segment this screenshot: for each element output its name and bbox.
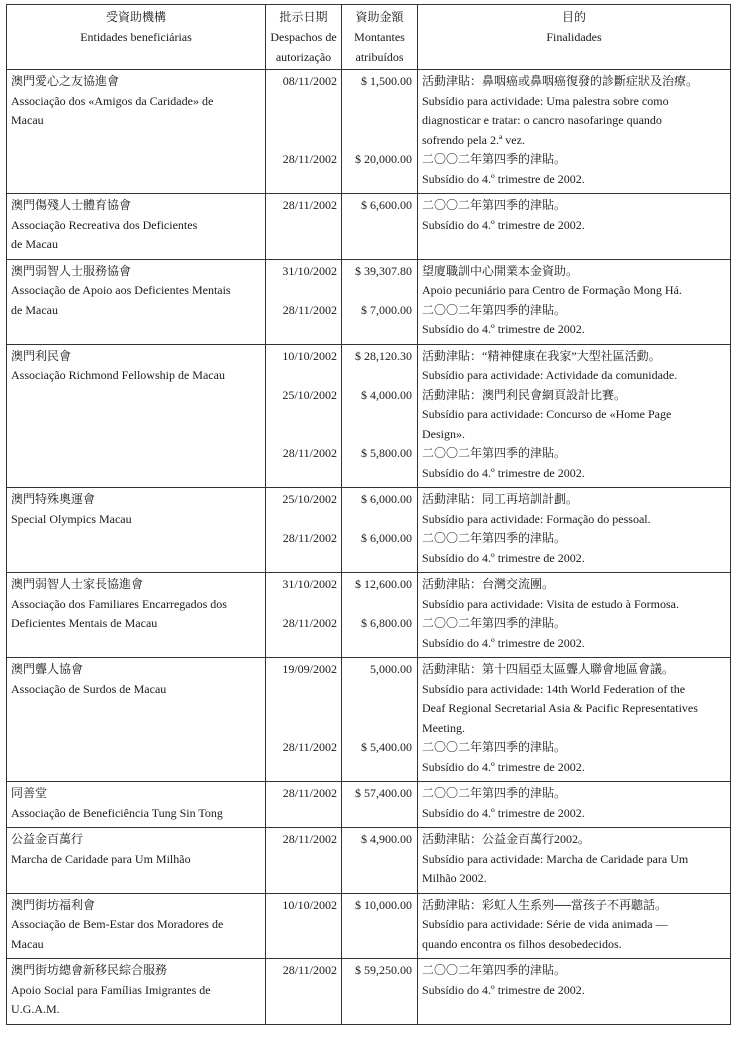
table-row (7, 344, 731, 488)
purpose-line: Subsídio do 4.º trimestre de 2002. (422, 759, 585, 774)
entity-line: U.G.A.M. (11, 1002, 60, 1016)
date-line: 31/10/2002 (282, 263, 337, 278)
purpose-line: Subsídio para actividade: Marcha de Caridade para Um (422, 851, 689, 866)
entity-cell (7, 828, 266, 894)
table-header-row (7, 5, 731, 70)
purpose-line: Subsídio para actividade: 14th World Federation of the (422, 681, 686, 696)
date-line: 28/11/2002 (282, 616, 337, 630)
date-cell (266, 959, 342, 1025)
purpose-line: Meeting. (422, 720, 465, 735)
amount-line: $ 4,900.00 (361, 832, 412, 846)
entity-line: 澳門傷殘人士體育協會 (11, 198, 132, 212)
purpose-line: diagnosticar e tratar: o cancro nasofaringe quando (422, 113, 662, 127)
header-purpose (418, 5, 731, 70)
amount-cell (342, 573, 418, 658)
table-row (7, 70, 731, 194)
purpose-line: Subsídio para actividade: Formação do pessoal. (422, 511, 651, 526)
header-purpose-pt: Finalidades (546, 30, 602, 44)
purpose-line: 二〇〇二年第四季的津貼。 (422, 152, 567, 166)
header-entity (7, 5, 266, 70)
header-entity-pt: Entidades beneficiárias (80, 30, 192, 44)
date-line: 28/11/2002 (282, 302, 337, 317)
table-row (7, 259, 731, 344)
purpose-line: Subsídio do 4.º trimestre de 2002. (422, 550, 585, 565)
purpose-line: 活動津貼：澳門利民會網頁設計比賽。 (422, 387, 627, 402)
entity-line: Special Olympics Macau (11, 511, 132, 526)
purpose-line: 二〇〇二年第四季的津貼。 (422, 786, 567, 800)
header-date-zh: 批示日期 (279, 10, 328, 24)
purpose-cell (418, 194, 731, 260)
date-cell (266, 573, 342, 658)
date-line: 28/11/2002 (282, 531, 337, 545)
header-entity-zh: 受資助機構 (105, 10, 166, 24)
date-cell (266, 782, 342, 828)
amount-line: $ 5,800.00 (361, 446, 412, 460)
entity-line: 澳門街坊總會新移民綜合服務 (11, 963, 168, 977)
purpose-line: 活動津貼：“精神健康在我家”大型社區活動。 (422, 348, 661, 363)
header-amount (342, 5, 418, 70)
entity-cell (7, 70, 266, 194)
header-date-pt1: Despachos de (270, 30, 337, 44)
amount-cell (342, 259, 418, 344)
amount-line: $ 59,250.00 (355, 963, 412, 977)
date-cell (266, 893, 342, 959)
entity-cell (7, 893, 266, 959)
entity-cell (7, 259, 266, 344)
date-line: 28/11/2002 (282, 446, 337, 460)
entity-line: Associação dos Familiares Encarregados dos (11, 596, 227, 611)
entity-line: Deficientes Mentais de Macau (11, 616, 158, 630)
purpose-line: Subsídio do 4.º trimestre de 2002. (422, 322, 585, 336)
purpose-line: 活動津貼：鼻咽癌或鼻咽癌復發的診斷症狀及治療。 (422, 74, 699, 88)
purpose-line: 二〇〇二年第四季的津貼。 (422, 616, 567, 630)
purpose-line: 活動津貼：公益金百萬行2002。 (422, 832, 591, 846)
date-cell (266, 259, 342, 344)
table-row (7, 959, 731, 1025)
table-body (7, 70, 731, 1025)
table-row (7, 893, 731, 959)
entity-cell (7, 782, 266, 828)
date-line: 28/11/2002 (282, 963, 337, 977)
amount-line: $ 28,120.30 (355, 348, 412, 363)
purpose-cell (418, 658, 731, 782)
date-line: 08/11/2002 (282, 74, 337, 88)
purpose-cell (418, 573, 731, 658)
date-cell (266, 828, 342, 894)
entity-line: Associação de Apoio aos Deficientes Mentais (11, 283, 231, 297)
entity-line: Macau (11, 113, 44, 127)
entity-line: Associação dos «Amigos da Caridade» de (11, 93, 214, 108)
entity-line: Associação de Surdos de Macau (11, 681, 167, 696)
purpose-cell (418, 959, 731, 1025)
amount-line: $ 10,000.00 (355, 897, 412, 912)
purpose-line: Subsídio para actividade: Visita de estudo à Formosa. (422, 596, 680, 611)
date-cell (266, 194, 342, 260)
date-line: 28/11/2002 (282, 198, 337, 212)
amount-line: $ 7,000.00 (361, 302, 412, 317)
date-line: 25/10/2002 (282, 492, 337, 506)
entity-line: 澳門街坊福利會 (11, 897, 96, 912)
entity-cell (7, 959, 266, 1025)
purpose-cell (418, 488, 731, 573)
header-date-pt2: autorização (275, 50, 332, 64)
amount-line: $ 6,800.00 (361, 616, 412, 630)
entity-cell (7, 658, 266, 782)
amount-line: $ 20,000.00 (355, 152, 412, 166)
purpose-line: Subsídio para actividade: Concurso de «Home Page (422, 407, 672, 421)
table-row (7, 194, 731, 260)
date-line: 28/11/2002 (282, 786, 337, 800)
entity-cell (7, 194, 266, 260)
entity-line: 澳門愛心之友協進會 (11, 74, 120, 88)
purpose-line: 活動津貼：第十四屆亞太區聾人聯會地區會議。 (422, 662, 675, 676)
purpose-line: 二〇〇二年第四季的津貼。 (422, 740, 567, 754)
purpose-line: Design». (422, 426, 465, 441)
table-row (7, 573, 731, 658)
purpose-line: Subsídio do 4.º trimestre de 2002. (422, 171, 585, 186)
purpose-line: Subsídio para actividade: Actividade da comunidade. (422, 368, 678, 382)
amount-line: $ 57,400.00 (355, 786, 412, 800)
purpose-line: 二〇〇二年第四季的津貼。 (422, 198, 567, 212)
purpose-line: Deaf Regional Secretarial Asia & Pacific Representatives (422, 701, 698, 715)
amount-line: 5,000.00 (370, 662, 412, 676)
date-line: 10/10/2002 (282, 897, 337, 912)
amount-line: $ 12,600.00 (355, 577, 412, 591)
amount-line: $ 39,307.80 (355, 263, 412, 278)
subsidy-table (6, 4, 731, 1025)
entity-line: 澳門弱智人士家長協進會 (11, 577, 144, 591)
purpose-line: 活動津貼：台灣交流團。 (422, 577, 555, 591)
entity-line: de Macau (11, 237, 58, 251)
date-line: 19/09/2002 (282, 662, 337, 676)
date-line: 28/11/2002 (282, 832, 337, 846)
purpose-line: quando encontra os filhos desobedecidos. (422, 936, 622, 951)
purpose-line: Subsídio do 4.º trimestre de 2002. (422, 217, 585, 232)
amount-cell (342, 194, 418, 260)
purpose-line: Subsídio do 4.º trimestre de 2002. (422, 465, 585, 480)
amount-line: $ 5,400.00 (361, 740, 412, 754)
entity-line: Associação de Beneficiência Tung Sin Tong (11, 805, 223, 820)
purpose-line: 二〇〇二年第四季的津貼。 (422, 531, 567, 545)
entity-line: 澳門弱智人士服務協會 (11, 263, 132, 278)
entity-line: Macau (11, 936, 44, 951)
purpose-line: Apoio pecuniário para Centro de Formação Mong Há. (422, 283, 682, 297)
header-amount-zh: 資助金額 (355, 10, 404, 24)
purpose-line: Subsídio para actividade: Uma palestra sobre como (422, 93, 669, 108)
entity-line: 澳門利民會 (11, 348, 72, 363)
table-row (7, 658, 731, 782)
amount-cell (342, 828, 418, 894)
date-cell (266, 658, 342, 782)
amount-cell (342, 70, 418, 194)
table-row (7, 782, 731, 828)
date-cell (266, 344, 342, 488)
purpose-line: sofrendo pela 2.ª vez. (422, 132, 525, 147)
table-row (7, 828, 731, 894)
purpose-line: 活動津貼：同工再培訓計劃。 (422, 492, 579, 506)
amount-cell (342, 658, 418, 782)
purpose-line: 二〇〇二年第四季的津貼。 (422, 963, 567, 977)
amount-line: $ 6,000.00 (361, 531, 412, 545)
amount-line: $ 6,600.00 (361, 198, 412, 212)
header-amount-pt2: atribuídos (355, 50, 404, 64)
purpose-cell (418, 782, 731, 828)
amount-line: $ 1,500.00 (361, 74, 412, 88)
amount-cell (342, 488, 418, 573)
purpose-line: 二〇〇二年第四季的津貼。 (422, 302, 567, 317)
header-amount-pt1: Montantes (354, 30, 405, 44)
entity-line: de Macau (11, 302, 58, 317)
header-purpose-zh: 目的 (561, 10, 586, 24)
purpose-line: Subsídio para actividade: Série de vida animada — (422, 917, 668, 931)
entity-cell (7, 573, 266, 658)
date-line: 28/11/2002 (282, 740, 337, 754)
entity-line: Associação de Bem-Estar dos Moradores de (11, 917, 224, 931)
entity-line: 澳門聾人協會 (11, 662, 84, 676)
entity-line: Apoio Social para Famílias Imigrantes de (11, 982, 211, 997)
purpose-cell (418, 828, 731, 894)
entity-line: Marcha de Caridade para Um Milhão (11, 851, 191, 866)
entity-cell (7, 344, 266, 488)
entity-line: 同善堂 (11, 786, 48, 800)
table-row (7, 488, 731, 573)
purpose-line: 二〇〇二年第四季的津貼。 (422, 446, 567, 460)
purpose-line: Milhão 2002. (422, 871, 487, 885)
purpose-cell (418, 344, 731, 488)
purpose-line: 活動津貼：彩虹人生系列──當孩子不再聽話。 (422, 897, 668, 912)
entity-line: Associação Richmond Fellowship de Macau (11, 368, 225, 382)
purpose-line: 望廈職訓中心開業本金資助。 (422, 263, 579, 278)
amount-cell (342, 893, 418, 959)
amount-cell (342, 782, 418, 828)
entity-cell (7, 488, 266, 573)
purpose-cell (418, 259, 731, 344)
amount-cell (342, 344, 418, 488)
entity-line: 澳門特殊奧運會 (11, 492, 96, 506)
date-line: 31/10/2002 (282, 577, 337, 591)
purpose-cell (418, 70, 731, 194)
entity-line: Associação Recreativa dos Deficientes (11, 217, 198, 232)
date-line: 25/10/2002 (282, 387, 337, 402)
date-cell (266, 488, 342, 573)
subsidy-document (6, 4, 736, 1025)
date-cell (266, 70, 342, 194)
purpose-line: Subsídio do 4.º trimestre de 2002. (422, 635, 585, 650)
date-line: 10/10/2002 (282, 348, 337, 363)
amount-line: $ 4,000.00 (361, 387, 412, 402)
amount-cell (342, 959, 418, 1025)
purpose-line: Subsídio do 4.º trimestre de 2002. (422, 805, 585, 820)
header-date (266, 5, 342, 70)
entity-line: 公益金百萬行 (11, 832, 84, 846)
amount-line: $ 6,000.00 (361, 492, 412, 506)
purpose-line: Subsídio do 4.º trimestre de 2002. (422, 982, 585, 997)
date-line: 28/11/2002 (282, 152, 337, 166)
purpose-cell (418, 893, 731, 959)
